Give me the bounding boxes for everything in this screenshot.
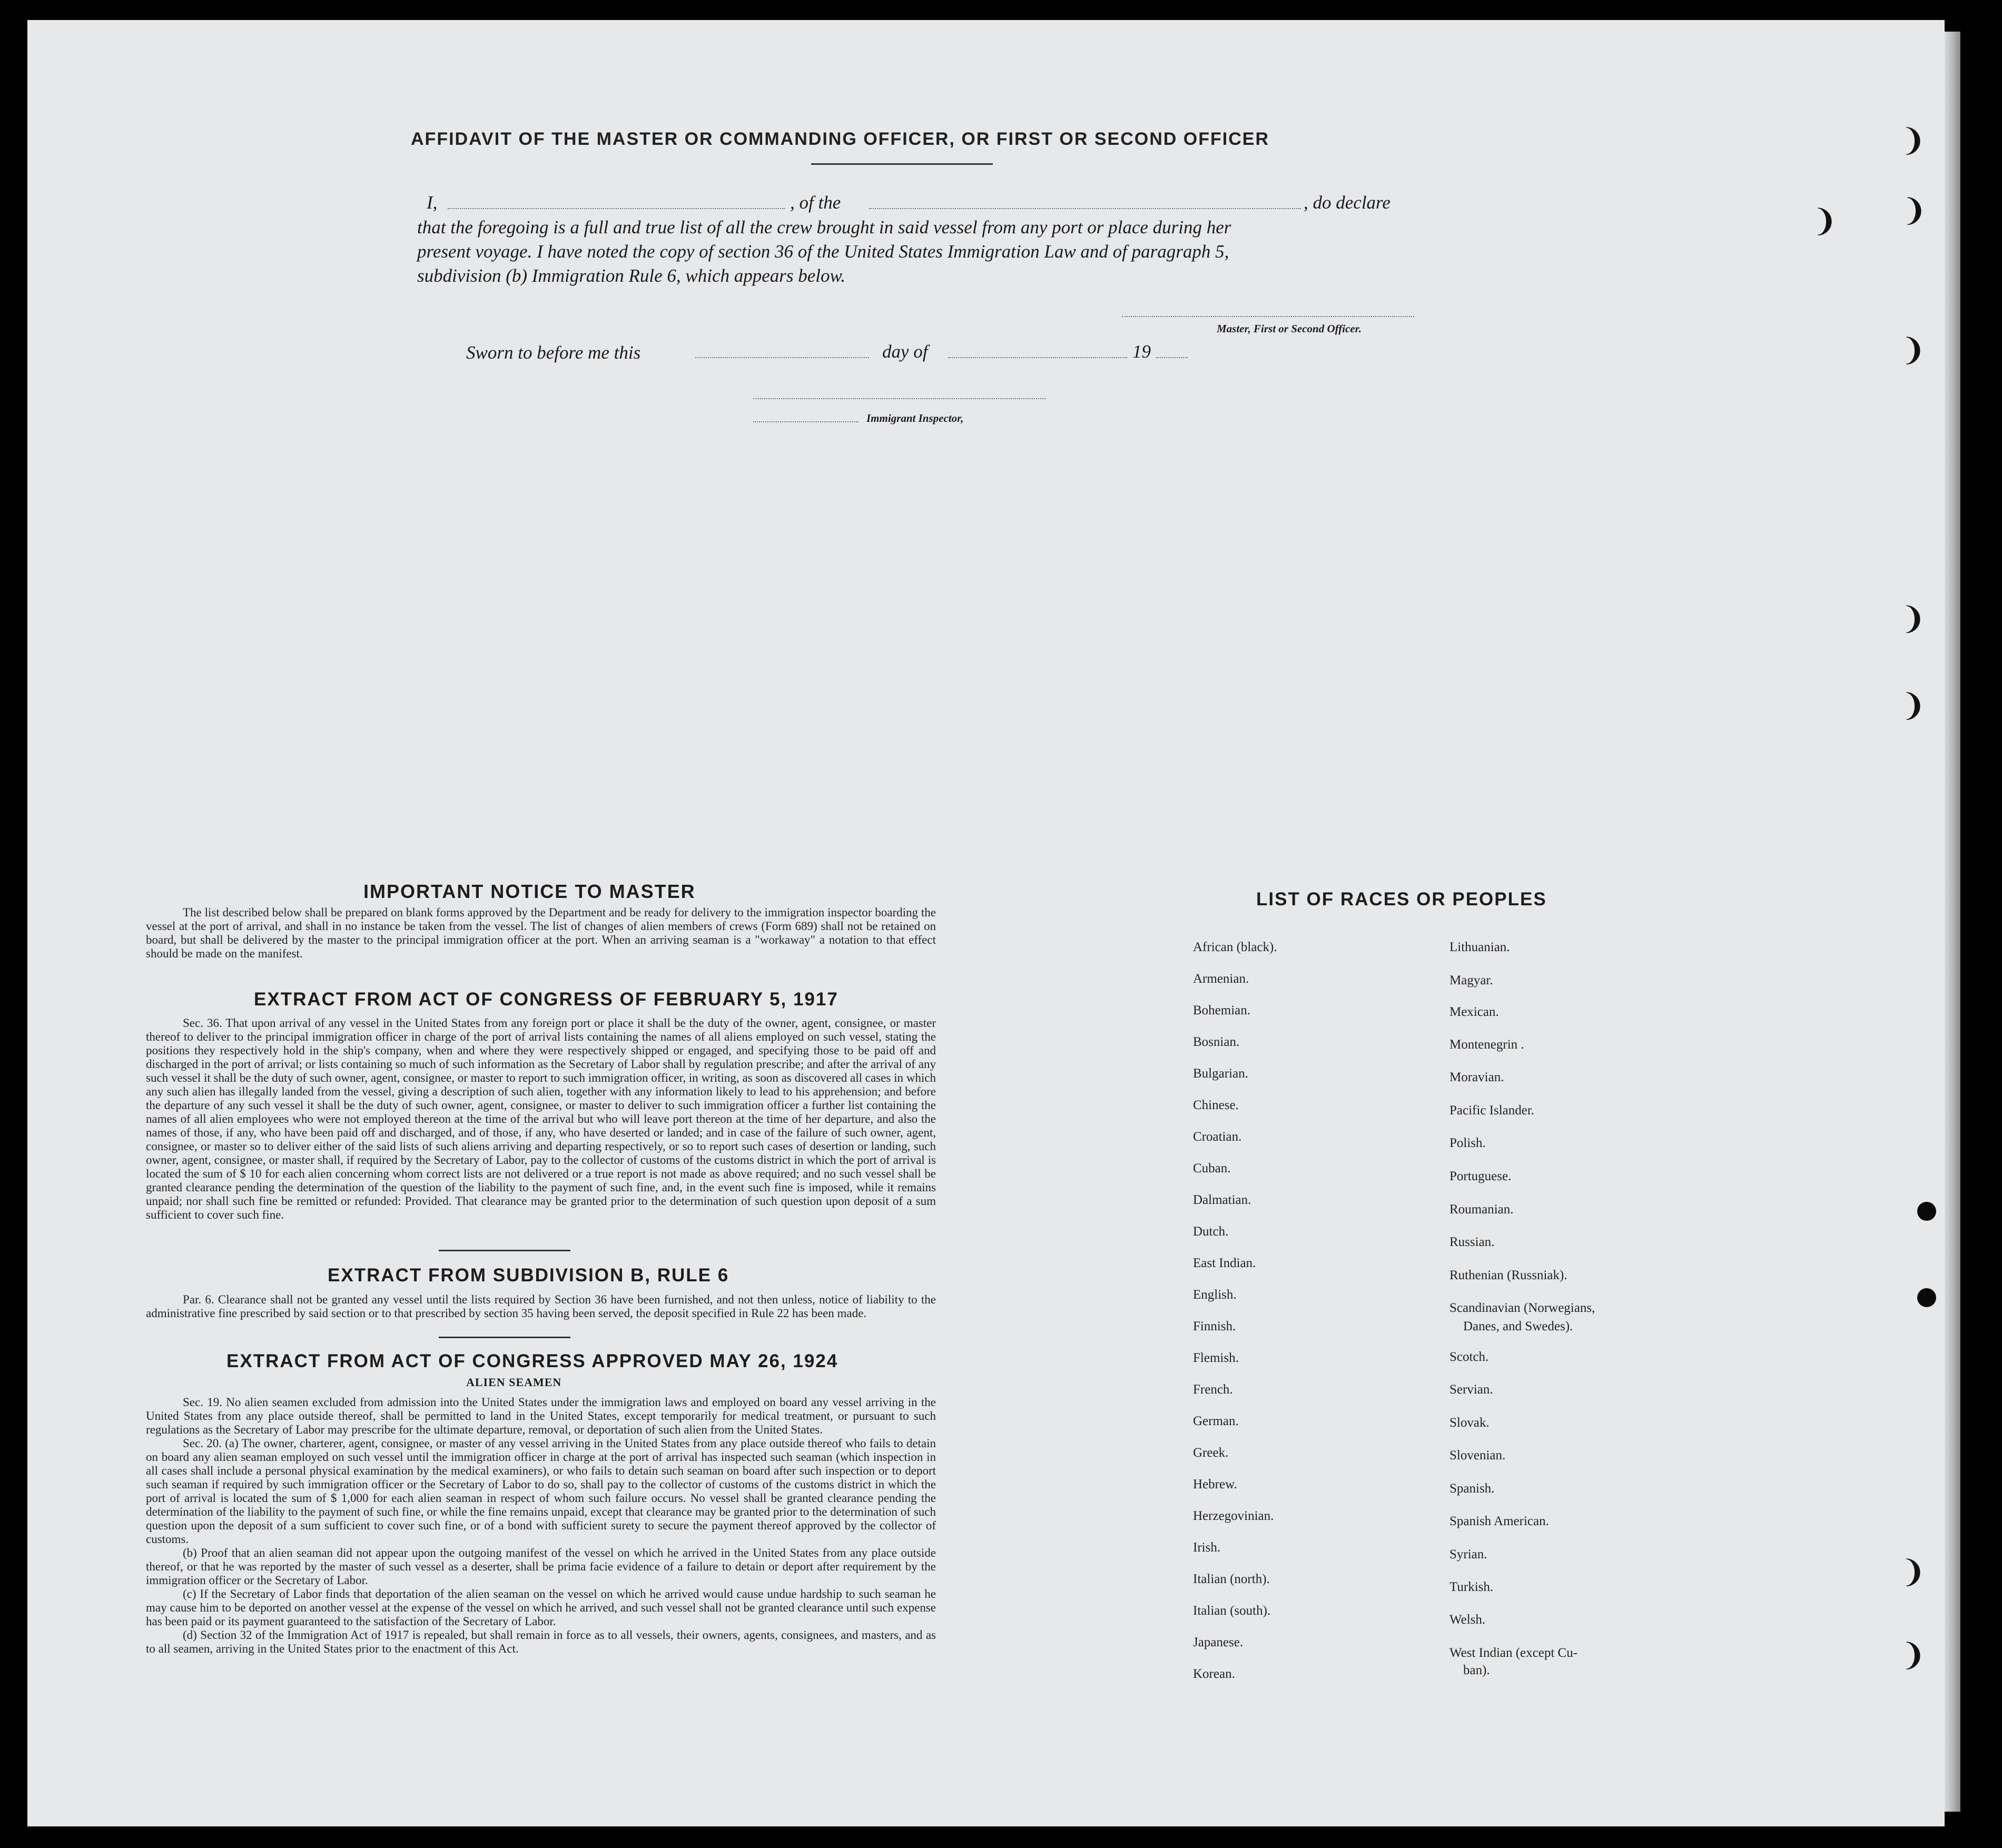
race-item: Slovak. (1449, 1416, 1490, 1430)
sworn-year: 19 (1132, 341, 1151, 362)
binder-clip-mark: ❩ (1900, 600, 1926, 636)
name-blank (448, 208, 785, 209)
inspector-blank-2 (753, 421, 859, 422)
extract-1917-title: EXTRACT FROM ACT OF CONGRESS OF FEBRUARY 5, 1917 (254, 989, 839, 1010)
race-item: Polish. (1449, 1136, 1486, 1150)
race-item: Korean. (1193, 1667, 1235, 1681)
sworn-month-blank (948, 357, 1127, 358)
races-title: LIST OF RACES OR PEOPLES (1256, 889, 1547, 910)
race-item: Irish. (1193, 1540, 1221, 1555)
sworn-year-blank (1156, 357, 1188, 358)
binder-clip-mark: ❩ (1900, 122, 1926, 158)
race-item: Dutch. (1193, 1224, 1229, 1239)
extract-rule6-title: EXTRACT FROM SUBDIVISION B, RULE 6 (328, 1265, 729, 1286)
race-item: Spanish. (1449, 1481, 1495, 1496)
binder-clip-mark: ❩ (1900, 1637, 1926, 1673)
race-item: English. (1193, 1288, 1237, 1302)
race-item: Ruthenian (Russniak). (1449, 1268, 1567, 1282)
notice-text: The list described below shall be prepared on blank forms approved by the Department and be ready for delivery to the immigration inspector boarding the vessel at the port of arrival, and shall in no instance be taken from the vessel. The list of changes of alien members of crews (Form 689) shall not be retained on board, but shall be delivered by the master to the principal immigration officer at the port. When an arriving seaman is a "workaway" a notation to that effect should be made on the manifest. (146, 906, 936, 960)
race-item: Greek. (1193, 1446, 1229, 1460)
declaration-prefix: I, (427, 192, 438, 213)
extract-1917-body (146, 1016, 936, 1222)
race-item: Syrian. (1449, 1547, 1487, 1562)
extract-1917-text: Sec. 36. That upon arrival of any vessel in the United States from any foreign port or place it shall be the duty of the owner, agent, consignee, or master thereof to deliver to the principal immigration officer in charge of the port of arrival lists containing the names of all aliens employed on such vessel, stating the positions they respectively hold in the ship's company, when and where they were respectively shipped or engaged, and specifying those to be paid off and discharged in the port of arrival; or lists containing so much of such information as the Secretary of Labor shall by regulation prescribe; and after the arrival of any such vessel it shall be the duty of such owner, agent, consignee, or master to report to such immigration officer, in writing, as soon as discovered all cases in which any such alien has illegally landed from the vessel, giving a description of such alien, together with any information likely to lead to his apprehension; and before the departure of any such vessel it shall be the duty of such owner, agent, consignee, or master to deliver to such immigration officer a further list containing the names of all alien employees who were not employed thereon at the time of the arrival but who will leave port thereon at the time of her departure, and also the names of those, if any, who have been paid off and discharged, and of those, if any, who have deserted or landed; and in case of the failure of such owner, agent, consignee, or master so to deliver either of the said lists of such aliens arriving and departing respectively, or so to report such cases of desertion or landing, such owner, agent, consignee, or master shall, if required by the Secretary of Labor, pay to the collector of customs of the customs district in which the port of arrival is located the sum of $ 10 for each alien concerning whom correct lists are not delivered or a true report is not made as above required; and no such vessel shall be granted clearance pending the determination of the question of the liability to the payment of such fine, and, in the event such fine is imposed, while it remains unpaid; nor shall such fine be remitted or refunded: Provided. That clearance may be granted prior to the determination of such question upon deposit of a sum sufficient to cover such fine. (146, 1016, 936, 1221)
extract-1924-sec20d: (d) Section 32 of the Immigration Act of 1917 is repealed, but shall remain in force as to all vessels, their owners, agents, consignees, and masters, and as to all seamen, arriving in the United States prior to the enactment of this Act. (146, 1628, 936, 1655)
race-item: Italian (north). (1193, 1572, 1270, 1586)
binder-clip-mark: ❩ (1900, 687, 1926, 723)
race-item: Chinese. (1193, 1098, 1239, 1112)
race-item: Russian. (1449, 1235, 1495, 1249)
section-divider (439, 1250, 570, 1251)
punch-hole (1917, 1202, 1936, 1221)
race-item: Hebrew. (1193, 1477, 1237, 1491)
binder-clip-mark: ❩ (1900, 1554, 1926, 1589)
race-item: Croatian. (1193, 1130, 1242, 1144)
title-underline (811, 163, 993, 165)
declaration-suffix: , do declare (1304, 192, 1390, 213)
extract-rule6-body (146, 1293, 936, 1320)
race-item: French. (1193, 1382, 1233, 1397)
extract-1924-sec19: Sec. 19. No alien seamen excluded from admission into the United States under the immigration laws and employed on board any vessel arriving in the United States from any place outside thereof, shall be permitted to land in the United States, except temporarily for medical treatment, or pursuant to such regulations as the Secretary of Labor may prescribe for the ultimate departure, removal, or deportation of such alien from the United States. (146, 1396, 936, 1436)
punch-hole (1917, 1288, 1936, 1307)
race-item: Moravian. (1449, 1070, 1504, 1084)
race-item: Dalmatian. (1193, 1193, 1251, 1207)
race-item: Scandinavian (Norwegians, (1449, 1301, 1595, 1315)
binder-clip-mark: ❩ (1901, 192, 1927, 228)
extract-1924-subtitle: ALIEN SEAMEN (466, 1376, 562, 1389)
signature-blank (1122, 316, 1414, 317)
race-item: Pacific Islander. (1449, 1103, 1535, 1118)
race-item: Lithuanian. (1449, 940, 1510, 954)
inspector-blank (753, 398, 1046, 399)
race-item: German. (1193, 1414, 1239, 1428)
race-item: Scotch. (1449, 1350, 1489, 1364)
extract-1924-sec20b: (b) Proof that an alien seaman did not appear upon the outgoing manifest of the vessel on which he arrived in the United States from any place outside thereof, or that he was reported by the master of such vessel as a deserter, shall be prima facie evidence of a failure to detain or deport after requirement by the immigration officer or the Secretary of Labor. (146, 1546, 936, 1587)
vessel-blank (869, 208, 1301, 209)
notice-title: IMPORTANT NOTICE TO MASTER (363, 881, 696, 902)
race-item: West Indian (except Cu- (1449, 1646, 1578, 1660)
section-divider (439, 1337, 570, 1338)
race-item: Portuguese. (1449, 1169, 1512, 1183)
declaration-line-2: that the foregoing is a full and true list of all the crew brought in said vessel from any port or place during her (417, 217, 1231, 238)
sworn-day-blank (695, 357, 869, 358)
race-item: Slovenian. (1449, 1448, 1506, 1462)
race-item: Welsh. (1449, 1613, 1486, 1627)
extract-1924-body (146, 1396, 936, 1656)
race-item: Roumanian. (1449, 1202, 1514, 1217)
race-item: Montenegrin . (1449, 1037, 1524, 1052)
extract-rule6-text: Par. 6. Clearance shall not be granted any vessel until the lists required by Section 36 have been furnished, and not then unless, notice of liability to the administrative fine prescribed by said section or to that prescribed by section 35 having been served, the deposit specified in Rule 22 has been made. (146, 1293, 936, 1320)
race-item: East Indian. (1193, 1256, 1256, 1270)
race-item: Armenian. (1193, 972, 1249, 986)
declaration-of-the: , of the (790, 192, 841, 213)
extract-1924-sec20c: (c) If the Secretary of Labor finds that deportation of the alien seaman on the vessel on which he arrived would cause undue hardship to such seaman he may cause him to be deported on another vessel at the expense of the vessel on which he arrived, and such vessel shall not be granted clearance until such expense has been paid or its payment guaranteed to the satisfaction of the Secretary of Labor. (146, 1587, 936, 1628)
affidavit-title: AFFIDAVIT OF THE MASTER OR COMMANDING OFFICER, OR FIRST OR SECOND OFFICER (411, 129, 1269, 149)
race-item: Danes, and Swedes). (1463, 1319, 1573, 1333)
declaration-line-4: subdivision (b) Immigration Rule 6, which appears below. (417, 265, 846, 286)
race-item: Flemish. (1193, 1351, 1239, 1365)
sworn-prefix: Sworn to before me this (466, 342, 641, 363)
race-item: Magyar. (1449, 973, 1493, 987)
race-item: African (black). (1193, 940, 1277, 954)
declaration-line-3: present voyage. I have noted the copy of section 36 of the United States Immigration Law and of paragraph 5, (417, 241, 1229, 262)
race-item: ban). (1463, 1663, 1490, 1677)
page-edge (1945, 32, 1960, 1812)
notice-body (146, 906, 936, 961)
race-item: Turkish. (1449, 1580, 1494, 1594)
binder-clip-mark: ❩ (1900, 332, 1926, 368)
race-item: Herzegovinian. (1193, 1509, 1274, 1523)
race-item: Bohemian. (1193, 1003, 1251, 1017)
binder-clip-mark: ❩ (1812, 203, 1838, 239)
race-item: Mexican. (1449, 1005, 1499, 1019)
race-item: Italian (south). (1193, 1604, 1271, 1618)
signature-label: Master, First or Second Officer. (1217, 322, 1362, 335)
race-item: Servian. (1449, 1382, 1493, 1397)
extract-1924-title: EXTRACT FROM ACT OF CONGRESS APPROVED MAY 26, 1924 (226, 1351, 839, 1371)
race-item: Finnish. (1193, 1319, 1236, 1333)
race-item: Japanese. (1193, 1635, 1244, 1649)
inspector-label: Immigrant Inspector, (866, 412, 964, 424)
race-item: Bosnian. (1193, 1035, 1240, 1049)
sworn-day-of: day of (882, 341, 928, 362)
race-item: Spanish American. (1449, 1514, 1549, 1528)
race-item: Cuban. (1193, 1161, 1231, 1175)
race-item: Bulgarian. (1193, 1066, 1248, 1081)
extract-1924-sec20a: Sec. 20. (a) The owner, charterer, agent, consignee, or master of any vessel arriving in the United States from any place outside thereof who fails to detain on board any alien seaman employed on such vessel until the immigration officer in charge at the port of arrival has inspected such seaman (which inspection in all cases shall include a personal physical examination by the medical examiners), or who fails to detain such seaman on board after such inspection or to deport such seaman if required by such immigration officer or the Secretary of Labor to do so, shall pay to the collector of customs of the customs district in which the port of arrival is located the sum of $ 1,000 for each alien seaman in respect of whom such failure occurs. No vessel shall be granted clearance pending the determination of the liability to the payment of such fine, or while the fine remains unpaid, except that clearance may be granted prior to the determination of such question upon the deposit of a sum sufficient to cover such fine, or of a bond with sufficient surety to secure the payment thereof approved by the collector of customs. (146, 1437, 936, 1546)
